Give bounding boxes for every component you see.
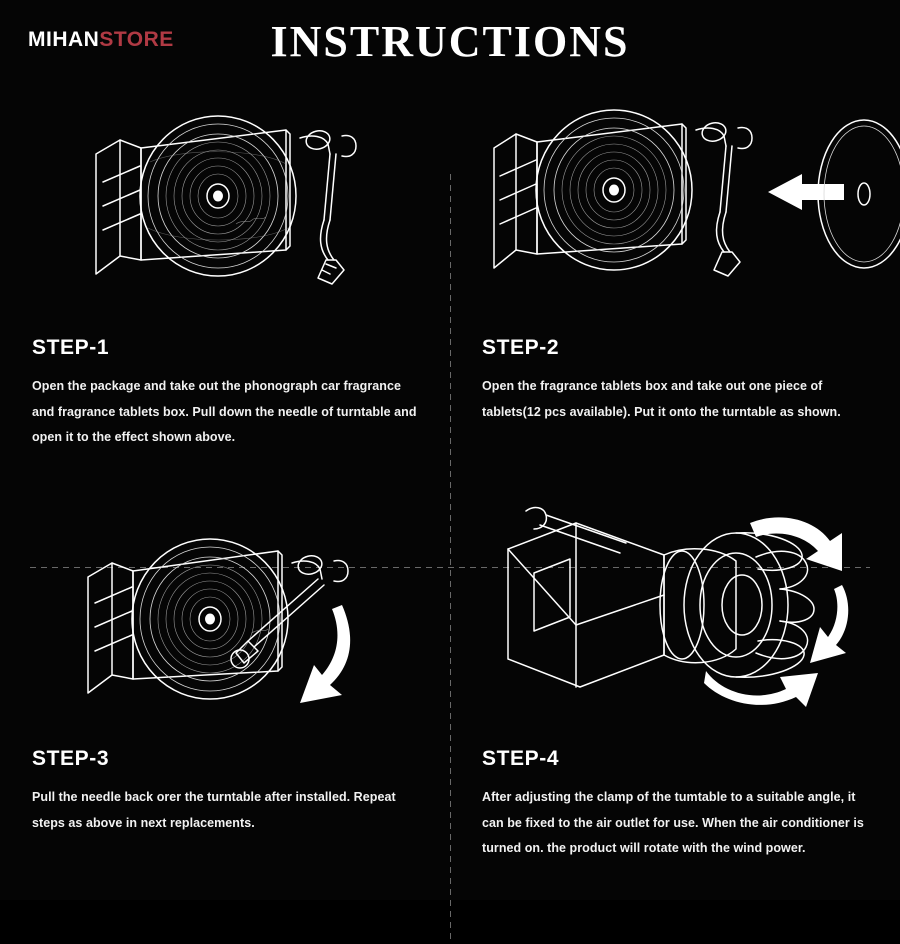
step-card-4 (450, 489, 900, 900)
step-2-illustration (450, 78, 900, 318)
brand-name-primary: MIHAN (28, 28, 100, 51)
step-2-label: STEP-2 (482, 336, 560, 359)
steps-grid (0, 78, 900, 900)
step-4-illustration (450, 489, 900, 729)
step-3-label: STEP-3 (32, 747, 110, 770)
step-3-text: Pull the needle back orer the turntable after installed. Repeat steps as above in next replacements. (32, 790, 396, 830)
brand-name-accent: STORE (99, 28, 174, 51)
step-1-illustration (0, 78, 450, 318)
step-1-label: STEP-1 (32, 336, 110, 359)
step-4-label: STEP-4 (482, 747, 560, 770)
step-4-text: After adjusting the clamp of the tumtable to a suitable angle, it can be fixed to the air outlet for use. When the air conditioner is turned on. the product will rotate with the wind power. (482, 790, 864, 856)
step-card-1 (0, 78, 450, 489)
step-3-illustration (0, 489, 450, 729)
step-1-text: Open the package and take out the phonograph car fragrance and fragrance tablets box. Pull down the needle of turntable and open it to the effect shown above. (32, 379, 417, 445)
step-card-2 (450, 78, 900, 489)
step-2-text: Open the fragrance tablets box and take out one piece of tablets(12 pcs available). Put it onto the turntable as shown. (482, 379, 841, 419)
step-card-3 (0, 489, 450, 900)
page-title: INSTRUCTIONS (270, 17, 630, 66)
